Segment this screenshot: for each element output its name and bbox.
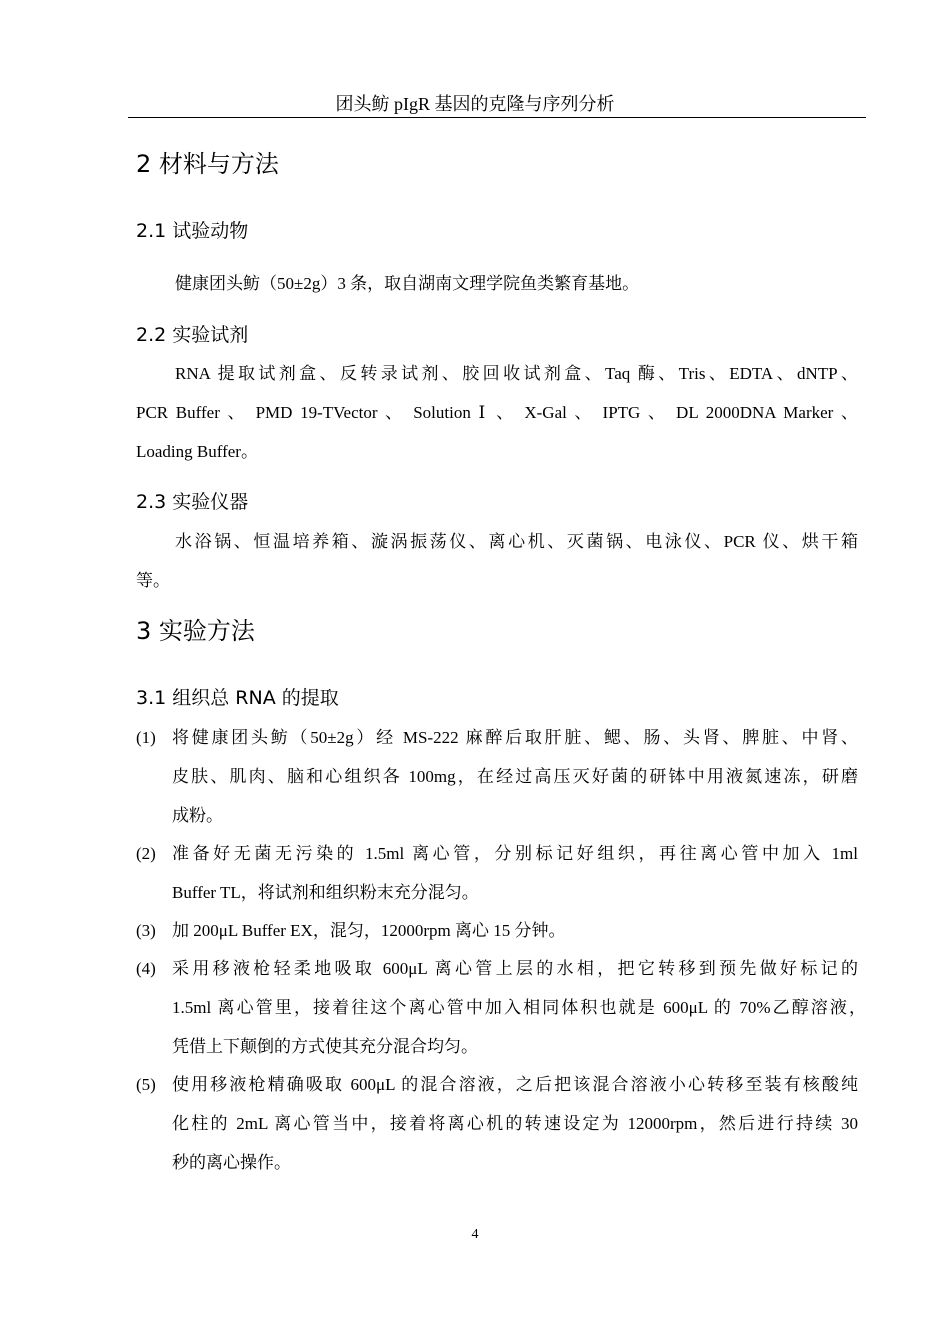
paragraph-line: 等。	[136, 571, 170, 590]
step-line: Buffer TL，将试剂和组织粉末充分混匀。	[172, 883, 479, 902]
section-2-1-heading: 2.1 试验动物	[136, 220, 249, 242]
step-line: 皮肤、肌肉、脑和心组织各 100mg，在经过高压灭好菌的研钵中用液氮速冻，研磨	[172, 767, 858, 786]
page-number: 4	[471, 1227, 479, 1242]
step-line: 秒的离心操作。	[172, 1153, 291, 1172]
paragraph-line: 水浴锅、恒温培养箱、漩涡振荡仪、离心机、灭菌锅、电泳仪、PCR 仪、烘干箱	[175, 532, 858, 551]
section-2-2-heading: 2.2 实验试剂	[136, 324, 249, 346]
paragraph-line: RNA 提取试剂盒、反转录试剂、胶回收试剂盒、Taq 酶、Tris、EDTA、dNTP、	[175, 364, 858, 383]
step-line: 成粉。	[172, 806, 223, 825]
step-1-text	[172, 718, 858, 835]
section-2-2-paragraph	[136, 354, 858, 471]
step-marker: (3)	[136, 921, 156, 940]
header-rule	[128, 117, 866, 118]
section-2-3-paragraph	[136, 522, 858, 600]
step-marker: (1)	[136, 728, 156, 747]
step-marker: (5)	[136, 1075, 156, 1094]
running-header: 团头鲂 pIgR 基因的克隆与序列分析	[335, 94, 615, 114]
step-2-text	[172, 834, 858, 912]
step-line: 将健康团头鲂（50±2g）经 MS-222 麻醉后取肝脏、鳃、肠、头肾、脾脏、中肾、	[172, 728, 858, 747]
step-marker: (2)	[136, 844, 156, 863]
step-4-text	[172, 949, 866, 1066]
section-3-1-heading: 3.1 组织总 RNA 的提取	[136, 687, 339, 709]
step-line: 准备好无菌无污染的 1.5ml 离心管，分别标记好组织，再往离心管中加入 1ml	[172, 844, 858, 863]
step-marker: (4)	[136, 959, 156, 978]
step-line: 凭借上下颠倒的方式使其充分混合均匀。	[172, 1037, 478, 1056]
step-line: 1.5ml 离心管里，接着往这个离心管中加入相同体积也就是 600μL 的 70%乙醇溶液，	[172, 998, 866, 1017]
step-5-text	[172, 1065, 858, 1182]
section-2-heading: 2 材料与方法	[136, 150, 279, 178]
step-line: 使用移液枪精确吸取 600μL 的混合溶液，之后把该混合溶液小心转移至装有核酸纯	[172, 1075, 858, 1094]
section-2-3-heading: 2.3 实验仪器	[136, 491, 249, 513]
section-3-heading: 3 实验方法	[136, 617, 255, 645]
section-2-1-text: 健康团头鲂（50±2g）3 条，取自湖南文理学院鱼类繁育基地。	[175, 274, 640, 293]
step-3-text	[172, 911, 858, 950]
step-line: 采用移液枪轻柔地吸取 600μL 离心管上层的水相，把它转移到预先做好标记的	[172, 959, 858, 978]
paragraph-line: PCR Buffer 、 PMD 19-TVector 、 Solution Ⅰ 、 X-Gal 、 IPTG 、 DL 2000DNA Marker 、	[136, 403, 858, 422]
step-line: 化柱的 2mL 离心管当中，接着将离心机的转速设定为 12000rpm，然后进行持续 30	[172, 1114, 858, 1133]
step-line: 加 200μL Buffer EX，混匀，12000rpm 离心 15 分钟。	[172, 921, 566, 940]
paragraph-line: Loading Buffer。	[136, 442, 258, 461]
